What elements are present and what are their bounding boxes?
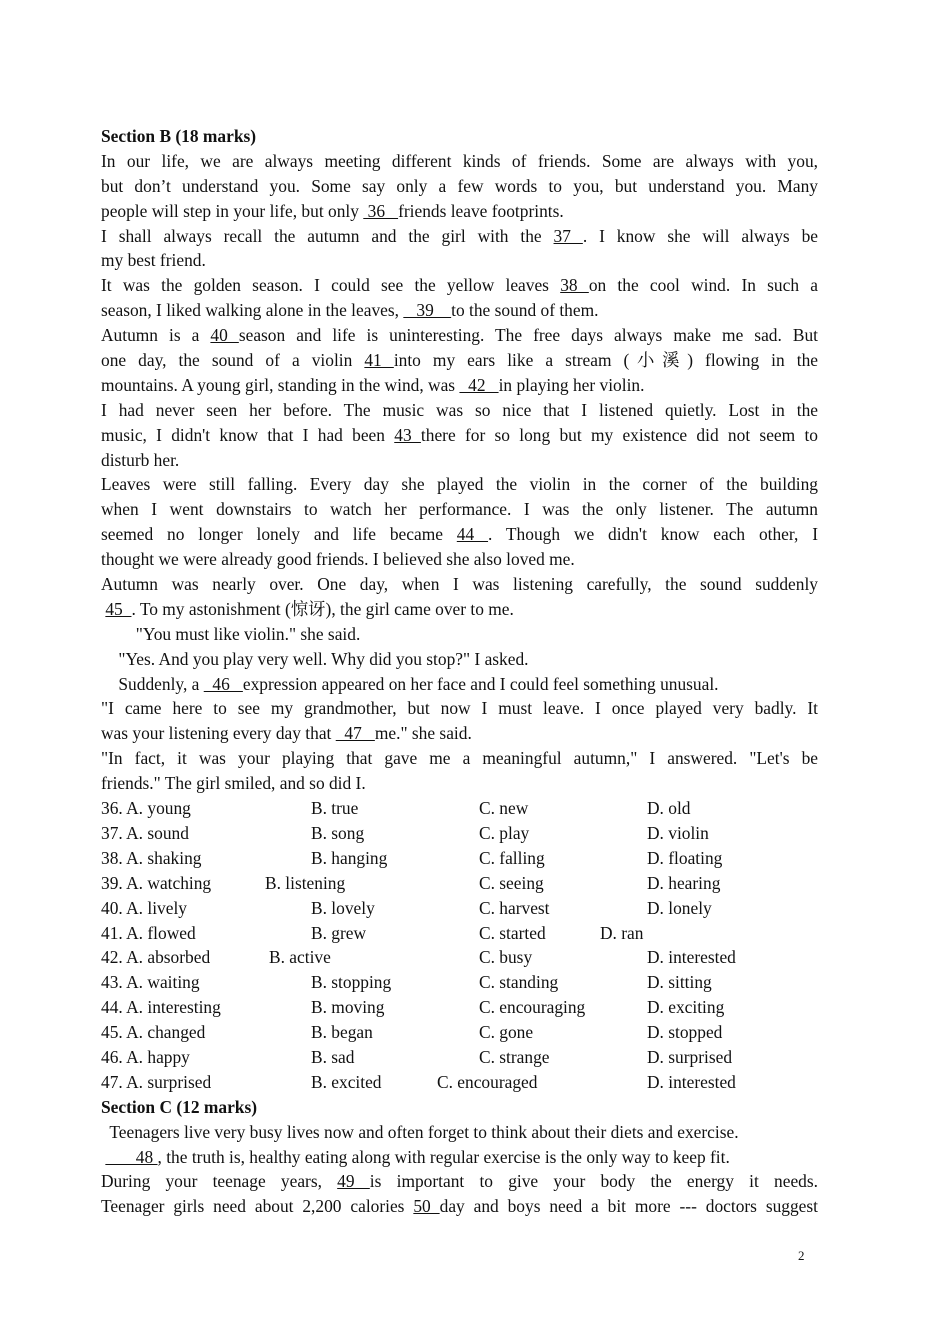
passage-line: 48 , the truth is, healthy eating along with regular exercise is the only way to keep fit. <box>105 1146 730 1167</box>
option-d: D. surprised <box>647 1046 733 1067</box>
option-b: B. listening <box>265 872 346 893</box>
blank: 36 <box>363 200 399 221</box>
blank: 37 <box>553 225 583 246</box>
option-d: D. exciting <box>647 997 725 1018</box>
passage-line: Suddenly, a 46 expression appeared on her face and I could feel something unusual. <box>101 673 719 694</box>
blank: 44 <box>456 524 489 545</box>
option-a: 46. A. happy <box>101 1046 190 1067</box>
option-a: 43. A. waiting <box>101 972 200 993</box>
passage-line: music, I didn't know that I had been 43 there for so long but my existence did not seem to <box>101 424 818 445</box>
option-row <box>101 871 818 896</box>
passage-line: but don’t understand you. Some say only a few words to you, but understand you. Many <box>101 175 818 196</box>
passage-line: "In fact, it was your playing that gave me a meaningful autumn," I answered. "Let's be <box>101 748 818 769</box>
passage-line: I had never seen her before. The music was so nice that I listened quietly. Lost in the <box>101 399 818 420</box>
option-a: 40. A. lively <box>101 897 187 918</box>
blank: 50 <box>413 1196 440 1217</box>
passage-line: "You must like violin." she said. <box>101 623 361 644</box>
passage-line: friends." The girl smiled, and so did I. <box>101 773 366 794</box>
blank: 42 <box>459 374 499 395</box>
option-c: C. gone <box>479 1022 534 1043</box>
option-c: C. standing <box>479 972 559 993</box>
option-d: D. lonely <box>647 897 712 918</box>
option-c: C. strange <box>479 1046 550 1067</box>
option-row <box>101 1045 818 1070</box>
blank: 45 <box>105 598 132 619</box>
option-c: C. encouraged <box>437 1071 538 1092</box>
option-b: B. grew <box>311 922 367 943</box>
option-a: 36. A. young <box>101 798 191 819</box>
blank: 38 <box>560 275 589 296</box>
option-a: 41. A. flowed <box>101 922 196 943</box>
section-c-passage <box>101 1120 818 1220</box>
passage-line: people will step in your life, but only 36 friends leave footprints. <box>101 200 564 221</box>
passage-line: In our life, we are always meeting different kinds of friends. Some are always with you, <box>101 150 818 171</box>
page-number: 2 <box>798 1248 805 1263</box>
option-b: B. moving <box>311 997 385 1018</box>
passage-line: "Yes. And you play very well. Why did you stop?" I asked. <box>101 648 529 669</box>
option-b: B. excited <box>311 1071 382 1092</box>
section-c-title: Section C (12 marks) <box>101 1096 258 1117</box>
passage-line: was your listening every day that 47 me." she said. <box>101 723 472 744</box>
passage-line: 45 . To my astonishment (惊讶), the girl came over to me. <box>105 598 514 619</box>
section-b-title: Section B (18 marks) <box>101 126 257 146</box>
passage-line: Autumn is a 40 season and life is uninteresting. The free days always make me sad. But <box>101 325 818 346</box>
passage-line: when I went downstairs to watch her performance. I was the only listener. The autumn <box>101 499 818 520</box>
passage-line: It was the golden season. I could see the yellow leaves 38 on the cool wind. In such a <box>101 275 818 296</box>
passage-line: Leaves were still falling. Every day she played the violin in the corner of the building <box>101 474 818 495</box>
passage-line: "I came here to see my grandmother, but now I must leave. I once played very badly. It <box>101 698 818 719</box>
option-row <box>101 896 818 921</box>
passage-line: season, I liked walking alone in the leaves, 39 to the sound of them. <box>101 300 599 321</box>
option-c: C. seeing <box>479 872 544 893</box>
blank: 47 <box>335 723 375 744</box>
blank: 40 <box>210 325 239 346</box>
option-b: B. sad <box>311 1046 355 1067</box>
blank: 48 <box>105 1146 158 1167</box>
passage-line: my best friend. <box>101 250 206 271</box>
option-d: D. ran <box>600 922 644 943</box>
option-row <box>101 796 818 821</box>
option-c: C. play <box>479 822 530 843</box>
passage-line: I shall always recall the autumn and the girl with the 37 . I know she will always be <box>101 225 818 246</box>
option-d: D. interested <box>647 947 736 968</box>
option-row <box>101 1070 818 1095</box>
option-b: B. stopping <box>311 972 392 993</box>
passage-line: Teenager girls need about 2,200 calories 50 day and boys need a bit more --- doctors suggest <box>101 1196 818 1217</box>
option-row <box>101 970 818 995</box>
option-row <box>101 821 818 846</box>
option-c: C. falling <box>479 847 545 868</box>
option-b: B. song <box>311 822 365 843</box>
option-a: 45. A. changed <box>101 1022 206 1043</box>
passage-line: During your teenage years, 49 is important to give your body the energy it needs. <box>101 1171 818 1192</box>
passage-line: mountains. A young girl, standing in the wind, was 42 in playing her violin. <box>101 374 645 395</box>
option-b: B. active <box>269 947 331 968</box>
option-c: C. new <box>479 798 529 819</box>
blank: 46 <box>203 673 243 694</box>
option-a: 37. A. sound <box>101 822 189 843</box>
option-b: B. began <box>311 1022 373 1043</box>
option-row <box>101 846 818 871</box>
option-row <box>101 945 818 970</box>
option-d: D. stopped <box>647 1022 723 1043</box>
passage-line: Teenagers live very busy lives now and often forget to think about their diets and exercise. <box>101 1121 739 1142</box>
passage-line: disturb her. <box>101 449 180 470</box>
option-row <box>101 995 818 1020</box>
passage-line: one day, the sound of a violin 41 into my ears like a stream (小溪) flowing in the <box>101 350 819 371</box>
option-d: D. hearing <box>647 872 721 893</box>
option-d: D. floating <box>647 847 723 868</box>
blank: 39 <box>403 300 452 321</box>
blank: 41 <box>364 350 394 371</box>
option-c: C. started <box>479 922 546 943</box>
option-c: C. encouraging <box>479 997 586 1018</box>
section-b-passage <box>101 149 818 796</box>
option-a: 47. A. surprised <box>101 1071 212 1092</box>
option-c: C. busy <box>479 947 533 968</box>
option-d: D. violin <box>647 822 709 843</box>
passage-line: thought we were already good friends. I believed she also loved me. <box>101 549 575 570</box>
option-c: C. harvest <box>479 897 550 918</box>
blank: 49 <box>337 1171 370 1192</box>
option-a: 44. A. interesting <box>101 997 221 1018</box>
option-b: B. hanging <box>311 847 388 868</box>
option-d: D. interested <box>647 1071 736 1092</box>
section-b-options <box>101 796 818 1095</box>
option-b: B. true <box>311 798 359 819</box>
option-a: 38. A. shaking <box>101 847 202 868</box>
blank: 43 <box>394 424 421 445</box>
option-d: D. old <box>647 798 691 819</box>
option-a: 42. A. absorbed <box>101 947 211 968</box>
document-body <box>101 124 818 1219</box>
option-b: B. lovely <box>311 897 375 918</box>
passage-line: seemed no longer lonely and life became 44 . Though we didn't know each other, I <box>101 524 818 545</box>
option-d: D. sitting <box>647 972 712 993</box>
option-a: 39. A. watching <box>101 872 212 893</box>
option-row <box>101 921 818 946</box>
passage-line: Autumn was nearly over. One day, when I was listening carefully, the sound suddenly <box>101 574 818 595</box>
option-row <box>101 1020 818 1045</box>
